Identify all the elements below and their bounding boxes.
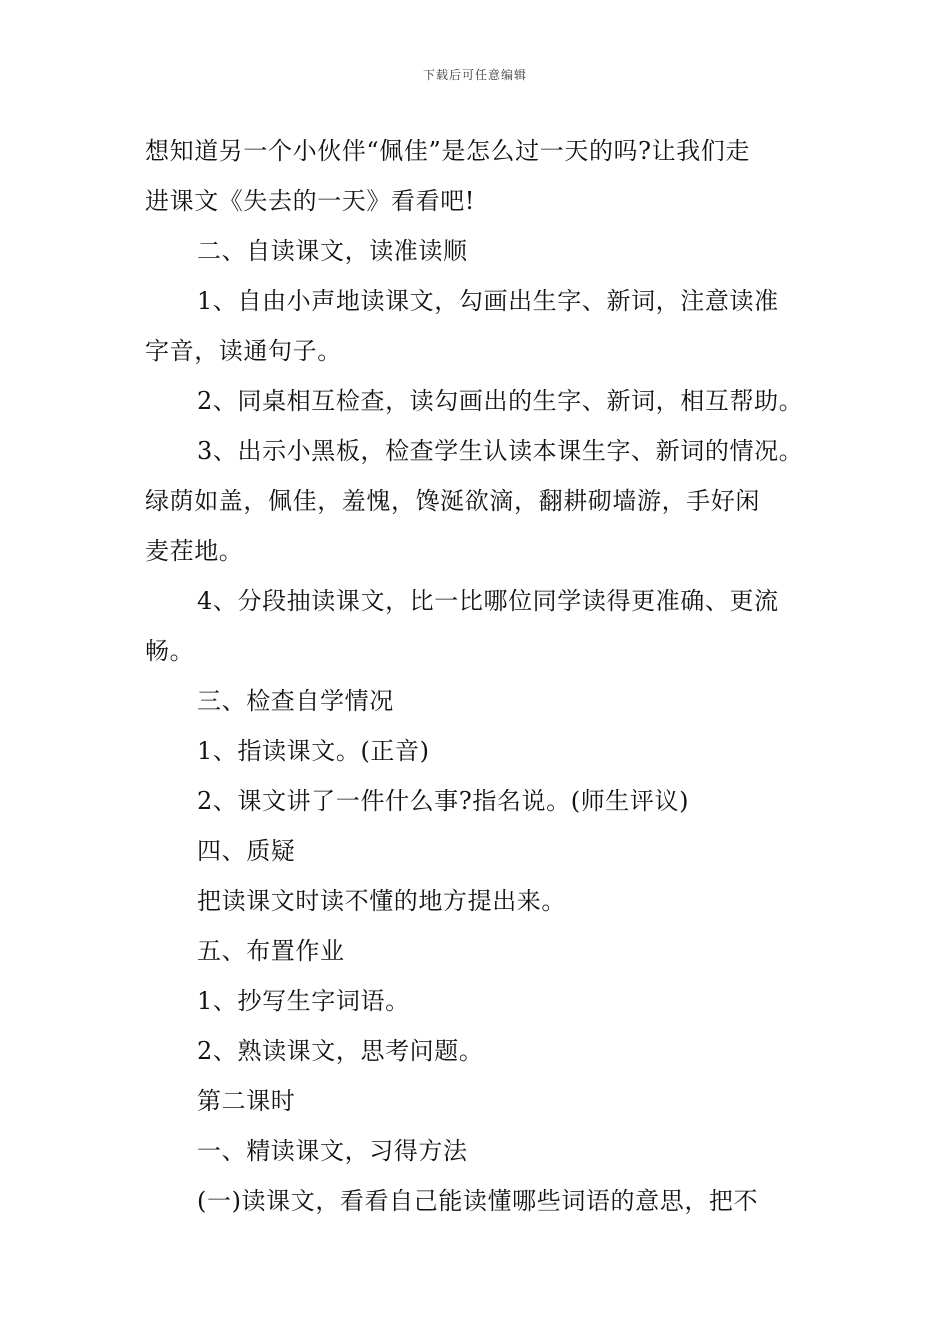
text-line: 1、指读课文。(正音): [197, 737, 430, 765]
text-line: 2、同桌相互检查，读勾画出的生字、新词，相互帮助。: [197, 387, 804, 415]
text-line: 畅。: [145, 637, 195, 665]
text-line: 1、自由小声地读课文，勾画出生字、新词，注意读准: [197, 287, 779, 315]
lesson-heading: 第二课时: [197, 1087, 296, 1115]
text-line: 4、分段抽读课文，比一比哪位同学读得更准确、更流: [197, 587, 779, 615]
section-heading: 一、精读课文，习得方法: [197, 1137, 468, 1165]
page-header: 下载后可任意编辑: [422, 68, 527, 82]
text-line: 想知道另一个小伙伴“佩佳”是怎么过一天的吗?让我们走: [145, 137, 751, 165]
text-line: 2、课文讲了一件什么事?指名说。(师生评议): [197, 787, 690, 815]
text-line: (一)读课文，看看自己能读懂哪些词语的意思，把不: [197, 1187, 759, 1215]
section-heading: 二、自读课文，读准读顺: [197, 237, 468, 265]
text-line: 麦茬地。: [145, 537, 244, 565]
document-body: [145, 126, 815, 1226]
section-heading: 四、质疑: [197, 837, 296, 865]
text-line: 字音，读通句子。: [145, 337, 342, 365]
text-line: 3、出示小黑板，检查学生认读本课生字、新词的情况。: [197, 437, 804, 465]
section-heading: 五、布置作业: [197, 937, 345, 965]
text-line: 进课文《失去的一天》看看吧!: [145, 187, 476, 215]
text-line: 2、熟读课文，思考问题。: [197, 1037, 484, 1065]
section-heading: 三、检查自学情况: [197, 687, 394, 715]
text-line: 1、抄写生字词语。: [197, 987, 410, 1015]
text-line: 把读课文时读不懂的地方提出来。: [197, 887, 566, 915]
text-line: 绿荫如盖，佩佳，羞愧，馋涎欲滴，翻耕砌墙游，手好闲: [145, 487, 760, 515]
